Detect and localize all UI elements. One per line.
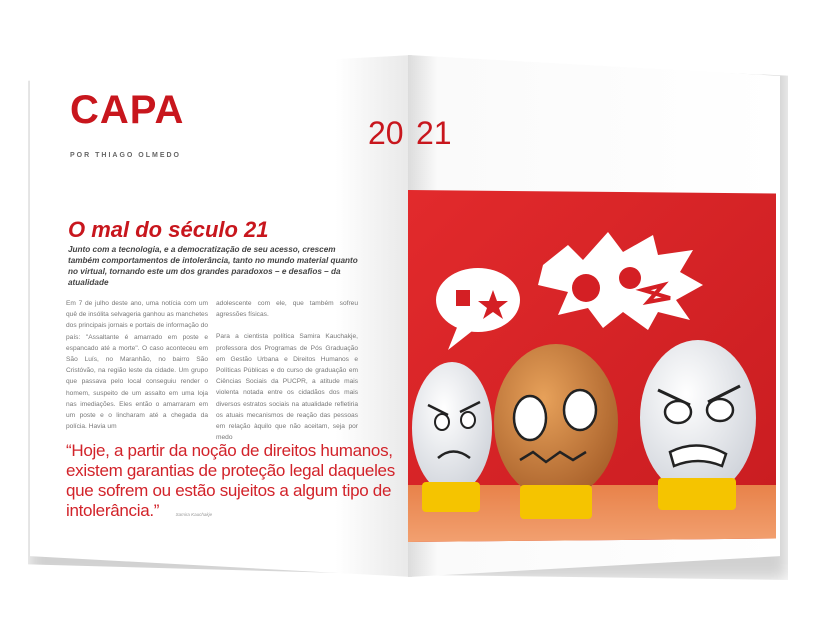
article-title: O mal do século 21 (68, 217, 269, 242)
body-column-2 (216, 298, 358, 454)
pull-quote (66, 441, 396, 525)
paragraph: Para a cientista política Samira Kauchakje, professora dos Programas de Pós Graduação em Gestão Urbana e Direitos Humanos e Políticas Públicas e do curso de graduação em Ciências Sociais da PUCPR, a atitude mais violenta notada entre os cidadãos dos mais diversos estratos sociais na atualidade refletiria os atuais mecanismos de reação das pessoas em relação àquilo que não aceitam, seja por medo (216, 333, 358, 442)
article-lead: Junto com a tecnologia, e a democratização de seu acesso, crescem também comportamentos de intolerância, tanto no mundo material quanto no virtual, tornando este um dos grandes paradoxos – e desafios – da atualidade (68, 245, 358, 287)
quote-text: “Hoje, a partir da noção de direitos humanos, existem garantias de proteção legal daqueles que sofrem ou estão sujeitos a algum tipo de intolerância.” (66, 441, 395, 520)
paragraph: Em 7 de julho deste ano, uma notícia com um quê de insólita selvageria ganhou as manchetes dos principais jornais e portais de informação do país: "Assaltante é amarrado em poste e espancado até a morte". O caso aconteceu em São Luís, no Maranhão, no bairro São Cristóvão, na região leste da cidade. Um grupo que passava pelo local conseguiu render o homem, suspeito de um assalto em uma loja nas imediações. Eles então o amarraram em um poste e o lincharam até a chegada da polícia. Havia um (66, 300, 208, 431)
quote-author: Samira Kauchakje (175, 512, 213, 517)
angry-white-egg (412, 362, 492, 512)
paragraph: adolescente com ele, que também sofreu agressões físicas. (216, 300, 358, 319)
year-right: 21 (416, 115, 452, 151)
year-left: 20 (368, 115, 404, 151)
byline: POR THIAGO OLMEDO (70, 152, 181, 159)
body-column-1 (66, 298, 208, 443)
egg-faces-photo (408, 190, 776, 542)
section-title: CAPA (70, 88, 185, 132)
